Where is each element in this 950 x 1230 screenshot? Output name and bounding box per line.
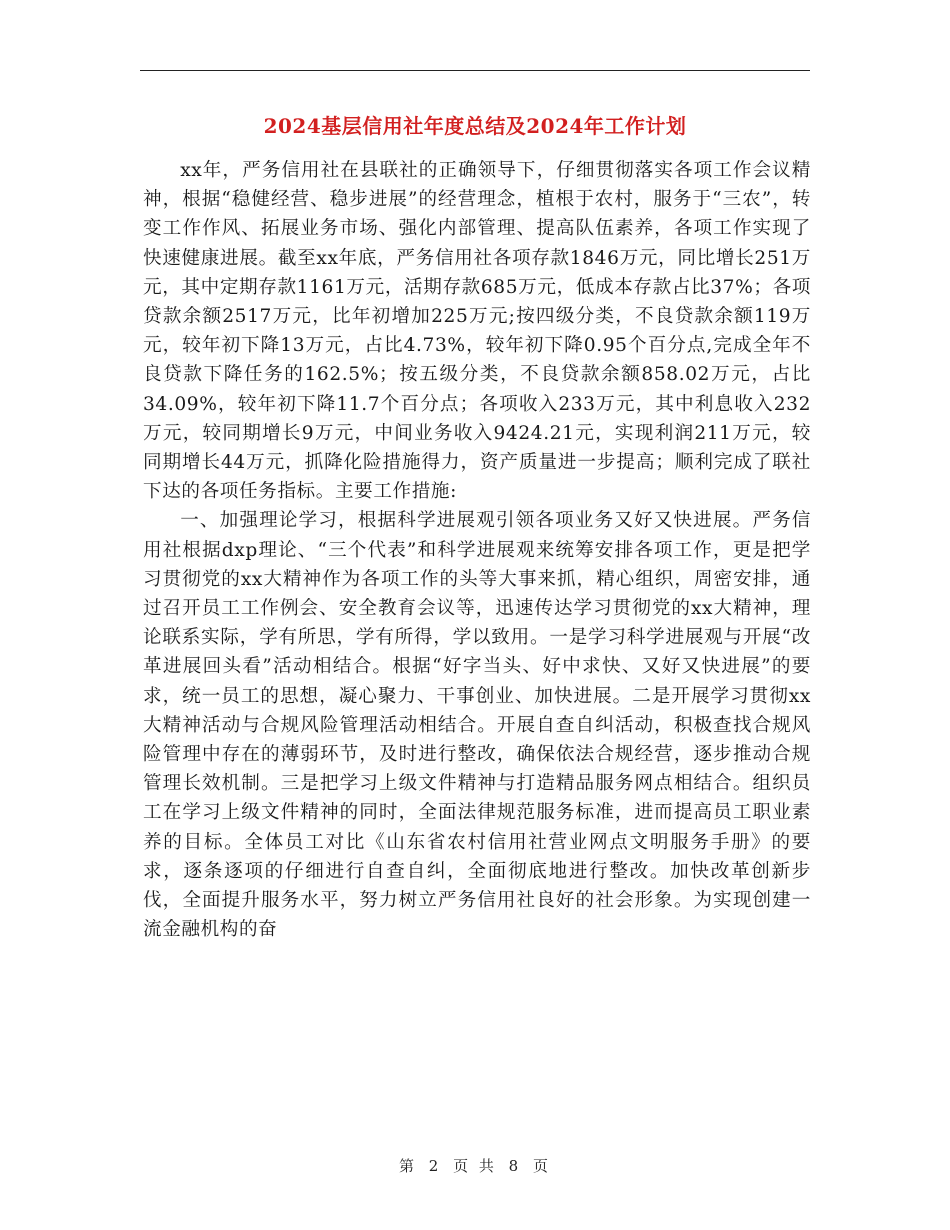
- page-footer: [0, 1155, 950, 1176]
- document-body: [143, 156, 811, 944]
- paragraph-summary: xx年，严务信用社在县联社的正确领导下，仔细贯彻落实各项工作会议精神，根据“稳健经营、稳步进展”的经营理念，植根于农村，服务于“三农”，转变工作作风、拓展业务市场、强化内部管理、提高队伍素养，各项工作实现了快速健康进展。截至xx年底，严务信用社各项存款1846万元，同比增长251万元，其中定期存款1161万元，活期存款685万元，低成本存款占比37%；各项贷款余额2517万元，比年初增加225万元;按四级分类，不良贷款余额119万元，较年初下降13万元，占比4.73%，较年初下降0.95个百分点,完成全年不良贷款下降任务的162.5%；按五级分类，不良贷款余额858.02万元，占比34.09%，较年初下降11.7个百分点；各项收入233万元，其中利息收入232万元，较同期增长9万元，中间业务收入9424.21元，实现利润211万元，较同期增长44万元，抓降化险措施得力，资产质量进一步提高；顺利完成了联社下达的各项任务指标。主要工作措施:: [143, 160, 811, 503]
- paragraph-measure-one: 一、加强理论学习，根据科学进展观引领各项业务又好又快进展。严务信用社根据dxp理论、“三个代表”和科学进展观来统筹安排各项工作，更是把学习贯彻党的xx大精神作为各项工作的头等大事来抓，精心组织，周密安排，通过召开员工工作例会、安全教育会议等，迅速传达学习贯彻党的xx大精神，理论联系实际，学有所思，学有所得，学以致用。一是学习科学进展观与开展“改革进展回头看”活动相结合。根据“好字当头、好中求快、又好又快进展”的要求，统一员工的思想，凝心聚力、干事创业、加快进展。二是开展学习贯彻xx大精神活动与合规风险管理活动相结合。开展自查自纠活动，积极查找合规风险管理中存在的薄弱环节，及时进行整改，确保依法合规经营，逐步推动合规管理长效机制。三是把学习上级文件精神与打造精品服务网点相结合。组织员工在学习上级文件精神的同时，全面法律规范服务标准，进而提高员工职业素养的目标。全体员工对比《山东省农村信用社营业网点文明服务手册》的要求，逐条逐项的仔细进行自查自纠，全面彻底地进行整改。加快改革创新步伐，全面提升服务水平，努力树立严务信用社良好的社会形象。为实现创建一流金融机构的奋: [143, 510, 811, 941]
- footer-suffix: 页: [533, 1157, 552, 1175]
- footer-mid: 页 共: [453, 1157, 497, 1175]
- footer-prefix: 第: [398, 1157, 417, 1175]
- footer-page-number: 2: [428, 1157, 442, 1175]
- footer-total-pages: 8: [508, 1157, 522, 1175]
- document-title: 2024基层信用社年度总结及2024年工作计划: [263, 114, 687, 138]
- header-rule: [140, 70, 810, 71]
